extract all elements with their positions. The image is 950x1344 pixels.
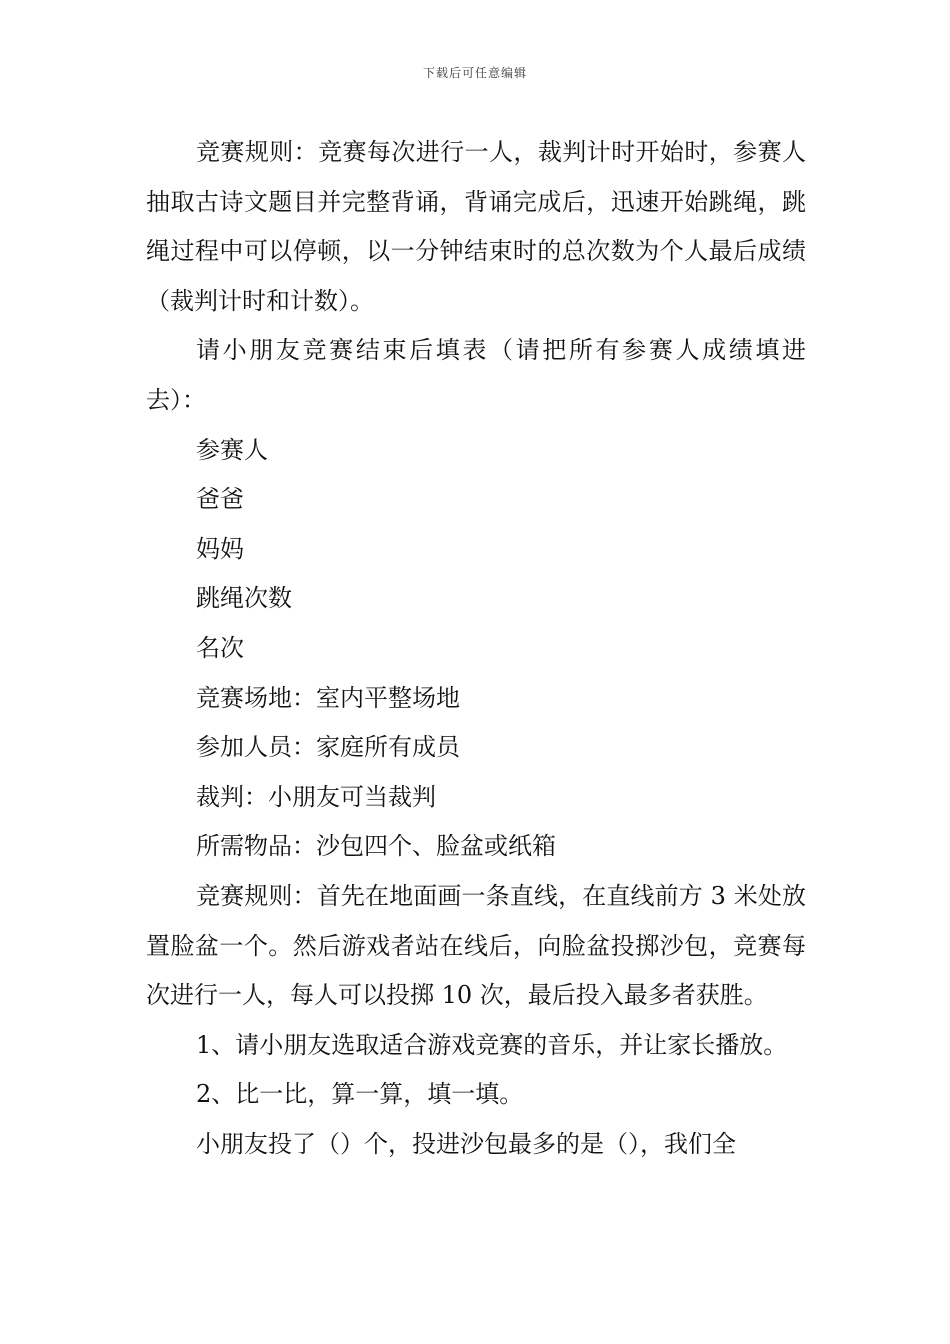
table-line-dad: 爸爸 [196, 485, 244, 514]
venue-line: 竞赛场地：室内平整场地 [196, 683, 460, 712]
fill-table-instruction: 请小朋友竞赛结束后填表（请把所有参赛人成绩填进去）： [146, 336, 806, 414]
page-header: 下载后可任意编辑 [422, 66, 527, 80]
table-line-rank: 名次 [196, 633, 244, 662]
referee-line: 裁判：小朋友可当裁判 [196, 782, 436, 811]
table-line-mom: 妈妈 [196, 534, 244, 563]
rules-paragraph-1: 竞赛规则：竞赛每次进行一人，裁判计时开始时，参赛人抽取古诗文题目并完整背诵，背诵完成后，迅速开始跳绳，跳绳过程中可以停顿，以一分钟结束时的总次数为个人最后成绩（裁判计时和计数）。 [146, 138, 806, 315]
step-2-line: 2、比一比，算一算，填一填。 [196, 1080, 524, 1109]
table-line-participant: 参赛人 [196, 435, 268, 464]
table-line-jump-count: 跳绳次数 [196, 584, 292, 613]
fill-in-paragraph: 小朋友投了（）个，投进沙包最多的是（），我们全 [196, 1129, 736, 1158]
rules-paragraph-2: 竞赛规则：首先在地面画一条直线，在直线前方 3 米处放置脸盆一个。然后游戏者站在线后，向脸盆投掷沙包，竞赛每次进行一人，每人可以投掷 10 次，最后投入最多者获胜。 [146, 881, 806, 1010]
participants-line: 参加人员：家庭所有成员 [196, 733, 460, 762]
document-body [146, 128, 806, 1169]
step-1-line: 1、请小朋友选取适合游戏竞赛的音乐，并让家长播放。 [196, 1030, 788, 1059]
items-line: 所需物品：沙包四个、脸盆或纸箱 [196, 832, 556, 861]
